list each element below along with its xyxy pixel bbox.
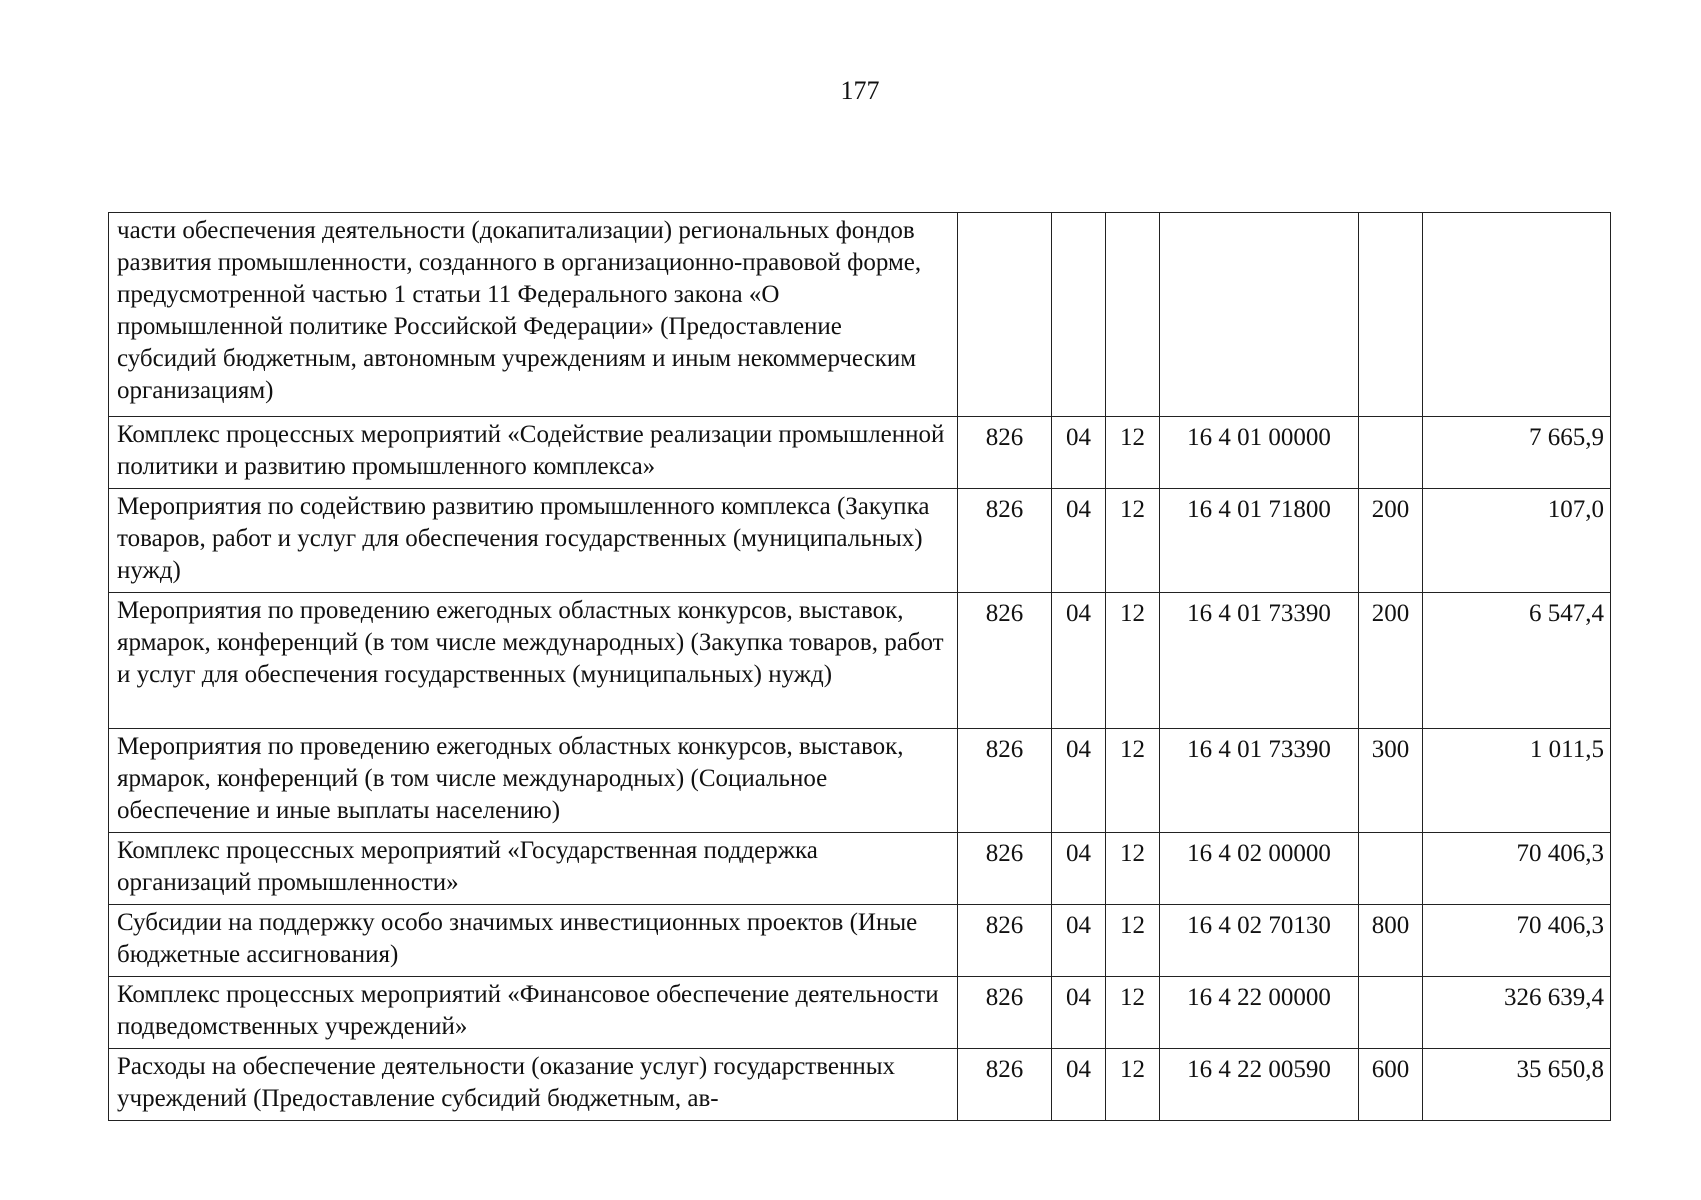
- table-row: [109, 417, 1611, 489]
- row-subsection: 12: [1106, 833, 1160, 905]
- row-name: Расходы на обеспечение деятельности (оказание услуг) государственных учреждений (Предоставление субсидий бюджетным, ав-: [109, 1049, 958, 1121]
- table-row: [109, 833, 1611, 905]
- row-name: Субсидии на поддержку особо значимых инвестиционных проектов (Иные бюджетные ассигнования): [109, 905, 958, 977]
- row-target-article: 16 4 02 70130: [1160, 905, 1359, 977]
- table-row: [109, 729, 1611, 833]
- row-subsection: 12: [1106, 977, 1160, 1049]
- row-target-article: 16 4 02 00000: [1160, 833, 1359, 905]
- row-target-article: 16 4 01 73390: [1160, 729, 1359, 833]
- row-ministry: 826: [958, 833, 1052, 905]
- row-target-article: 16 4 01 73390: [1160, 593, 1359, 729]
- row-name: Комплекс процессных мероприятий «Финансовое обеспечение деятельности подведомственных учреждений»: [109, 977, 958, 1049]
- row-ministry: 826: [958, 905, 1052, 977]
- page-number: 177: [840, 76, 880, 105]
- row-amount: 1 011,5: [1423, 729, 1611, 833]
- row-expense-type: 200: [1359, 489, 1423, 593]
- row-expense-type: 300: [1359, 729, 1423, 833]
- table-row: [109, 489, 1611, 593]
- row-target-article: 16 4 01 71800: [1160, 489, 1359, 593]
- row-section: 04: [1052, 905, 1106, 977]
- table-row: [109, 213, 1611, 417]
- row-ministry: [958, 213, 1052, 417]
- table-row: [109, 593, 1611, 729]
- row-section: [1052, 213, 1106, 417]
- row-amount: 6 547,4: [1423, 593, 1611, 729]
- row-ministry: 826: [958, 1049, 1052, 1121]
- row-subsection: 12: [1106, 905, 1160, 977]
- row-subsection: 12: [1106, 489, 1160, 593]
- row-ministry: 826: [958, 593, 1052, 729]
- row-target-article: [1160, 213, 1359, 417]
- row-subsection: 12: [1106, 1049, 1160, 1121]
- row-section: 04: [1052, 729, 1106, 833]
- row-subsection: [1106, 213, 1160, 417]
- row-name: Мероприятия по проведению ежегодных областных конкурсов, выставок, ярмарок, конференций (в том числе международных) (Закупка товаров, работ и услуг для обеспечения государственных (муниципальных) нужд): [109, 593, 958, 729]
- row-section: 04: [1052, 417, 1106, 489]
- row-ministry: 826: [958, 489, 1052, 593]
- row-amount: 326 639,4: [1423, 977, 1611, 1049]
- row-name: Комплекс процессных мероприятий «Государственная поддержка организаций промышленности»: [109, 833, 958, 905]
- row-expense-type: [1359, 833, 1423, 905]
- row-name: части обеспечения деятельности (докапитализации) региональных фондов развития промышленности, созданного в организационно-правовой форме, предусмотренной частью 1 статьи 11 Федерального закона «О промышленной политике Российской Федерации» (Предоставление субсидий бюджетным, автономным учреждениям и иным некоммерческим организациям): [109, 213, 958, 417]
- row-name: Мероприятия по содействию развитию промышленного комплекса (Закупка товаров, работ и услуг для обеспечения государственных (муниципальных) нужд): [109, 489, 958, 593]
- row-expense-type: 600: [1359, 1049, 1423, 1121]
- row-section: 04: [1052, 489, 1106, 593]
- row-section: 04: [1052, 833, 1106, 905]
- row-subsection: 12: [1106, 729, 1160, 833]
- row-target-article: 16 4 01 00000: [1160, 417, 1359, 489]
- row-ministry: 826: [958, 977, 1052, 1049]
- row-amount: 70 406,3: [1423, 905, 1611, 977]
- row-target-article: 16 4 22 00590: [1160, 1049, 1359, 1121]
- row-ministry: 826: [958, 417, 1052, 489]
- row-amount: 35 650,8: [1423, 1049, 1611, 1121]
- row-section: 04: [1052, 1049, 1106, 1121]
- row-target-article: 16 4 22 00000: [1160, 977, 1359, 1049]
- table-row: [109, 905, 1611, 977]
- row-expense-type: 200: [1359, 593, 1423, 729]
- row-section: 04: [1052, 593, 1106, 729]
- row-amount: 7 665,9: [1423, 417, 1611, 489]
- row-expense-type: [1359, 213, 1423, 417]
- row-expense-type: 800: [1359, 905, 1423, 977]
- budget-table: [108, 212, 1611, 1121]
- row-name: Мероприятия по проведению ежегодных областных конкурсов, выставок, ярмарок, конференций (в том числе международных) (Социальное обеспечение и иные выплаты населению): [109, 729, 958, 833]
- row-expense-type: [1359, 977, 1423, 1049]
- row-amount: [1423, 213, 1611, 417]
- row-amount: 107,0: [1423, 489, 1611, 593]
- row-ministry: 826: [958, 729, 1052, 833]
- row-amount: 70 406,3: [1423, 833, 1611, 905]
- row-subsection: 12: [1106, 593, 1160, 729]
- table-row: [109, 977, 1611, 1049]
- row-subsection: 12: [1106, 417, 1160, 489]
- row-name: Комплекс процессных мероприятий «Содействие реализации промышленной политики и развитию промышленного комплекса»: [109, 417, 958, 489]
- row-section: 04: [1052, 977, 1106, 1049]
- table-row: [109, 1049, 1611, 1121]
- row-expense-type: [1359, 417, 1423, 489]
